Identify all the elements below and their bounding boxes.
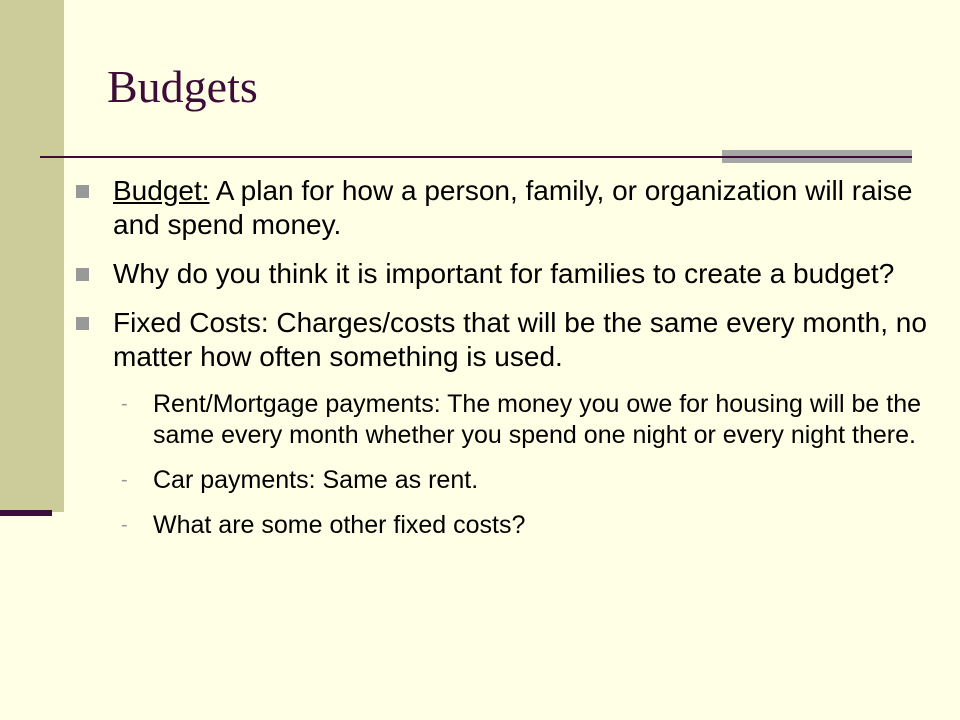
bullet-why-budget (76, 257, 936, 291)
sub-bullet-text: Car payments: Same as rent. (153, 466, 479, 494)
bullet-text: A plan for how a person, family, or organization will raise and spend money. (113, 175, 913, 240)
slide-title: Budgets (107, 61, 258, 112)
sub-bullet-car (76, 465, 936, 496)
left-accent-bar (0, 0, 64, 512)
dash-bullet-icon: - (121, 469, 128, 491)
sub-bullet-other (76, 510, 936, 541)
bullet-fixed-costs (76, 306, 936, 374)
bullet-list (76, 174, 936, 555)
bullet-budget-definition (76, 174, 936, 242)
title-divider-accent (722, 150, 912, 163)
bullet-text: Why do you think it is important for families to create a budget? (113, 258, 895, 289)
term-budget: Budget: (113, 175, 210, 206)
square-bullet-icon (76, 317, 89, 330)
sub-bullet-text: What are some other fixed costs? (153, 511, 526, 539)
dash-bullet-icon: - (121, 393, 128, 415)
left-accent-bar-cap (0, 510, 52, 516)
bullet-text: Fixed Costs: Charges/costs that will be the same every month, no matter how often something is used. (113, 307, 927, 372)
dash-bullet-icon: - (121, 514, 128, 536)
sub-bullet-text: Rent/Mortgage payments: The money you owe for housing will be the same every month whether you spend one night or every night there. (153, 390, 922, 449)
square-bullet-icon (76, 268, 89, 281)
sub-bullet-rent (76, 389, 936, 451)
square-bullet-icon (76, 185, 89, 198)
